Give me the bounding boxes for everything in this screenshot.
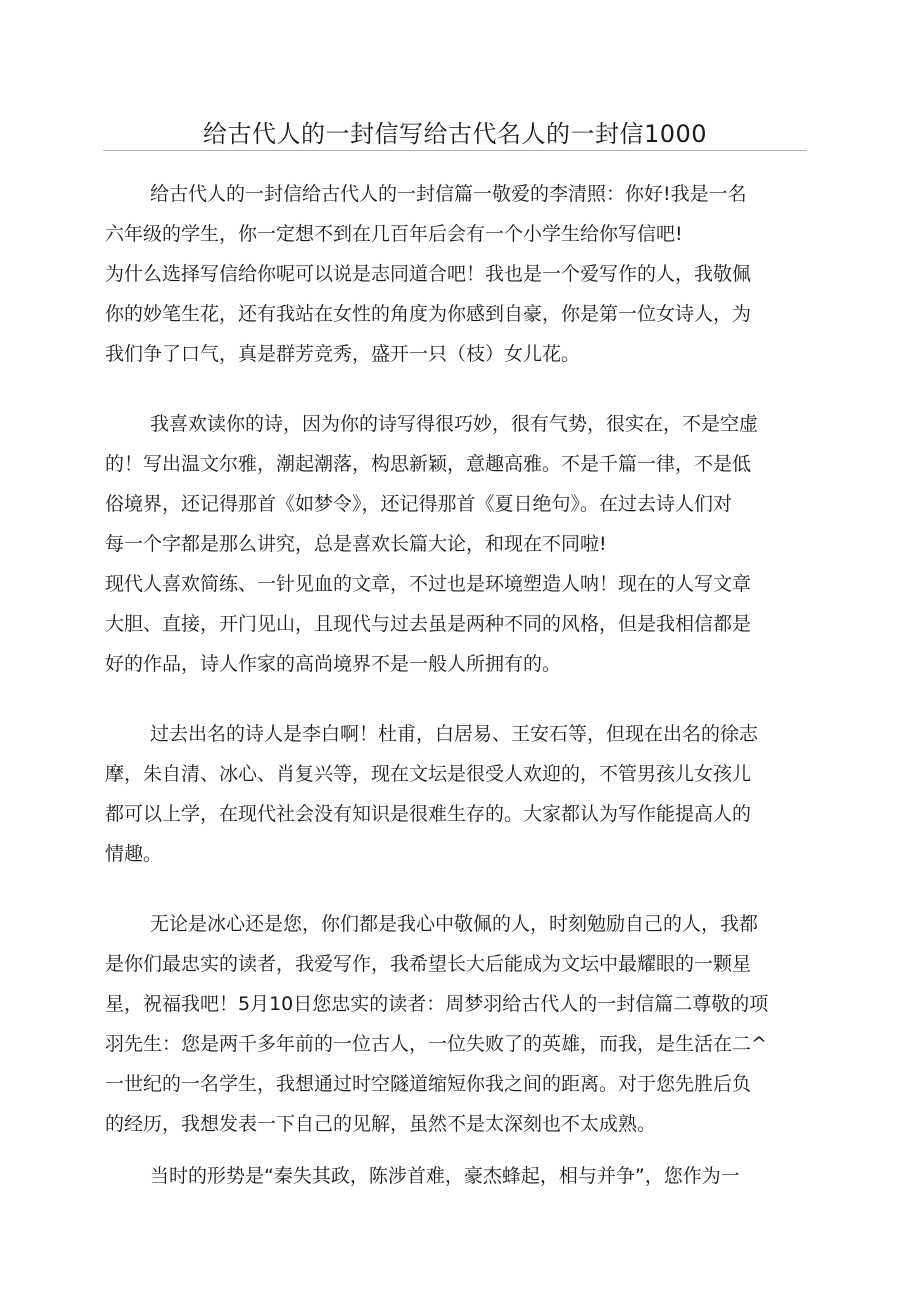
text-line: 过去出名的诗人是李白啊！杜甫，白居易、王安石等，但现在出名的徐志 [150,723,759,745]
text-line: 你的妙笔生花，还有我站在女性的角度为你感到自豪，你是第一位女诗人，为 [105,303,752,325]
text-line: 大胆、直接，开门见山，且现代与过去虽是两种不同的风格，但是我相信都是 [105,613,752,635]
document-body [105,174,805,1196]
text-line: 的经历，我想发表一下自己的见解，虽然不是太深刻也不太成熟。 [105,1113,657,1135]
paragraph-gap [105,684,805,714]
text-line: 好的作品，诗人作家的高尚境界不是一般人所拥有的。 [105,653,562,675]
paragraph-gap [105,874,805,904]
title-divider [103,150,807,151]
text-line: 的！写出温文尔雅，潮起潮落，构思新颖，意趣高雅。不是千篇一律，不是低 [105,453,752,475]
text-line: 我们争了口气，真是群芳竞秀，盛开一只（枝）女儿花。 [105,343,581,365]
paragraph-5 [105,1156,805,1196]
text-line: 都可以上学，在现代社会没有知识是很难生存的。大家都认为写作能提高人的 [105,803,752,825]
text-line: 一世纪的一名学生，我想通过时空隧道缩短你我之间的距离。对于您先胜后负 [105,1073,752,1095]
text-line: 为什么选择写信给你呢可以说是志同道合吧！我也是一个爱写作的人，我敬佩 [105,263,752,285]
text-line: 摩，朱自清、冰心、肖复兴等，现在文坛是很受人欢迎的，不管男孩儿女孩儿 [105,763,752,785]
text-line: 我喜欢读你的诗，因为你的诗写得很巧妙，很有气势，很实在，不是空虚 [150,413,759,435]
text-line: 俗境界，还记得那首《如梦令》，还记得那首《夏日绝句》。在过去诗人们对 [105,493,733,515]
text-line: 每一个字都是那么讲究，总是喜欢长篇大论，和现在不同啦! [105,533,607,555]
text-line: 当时的形势是“秦失其政，陈涉首难，豪杰蜂起，相与并争”，您作为一 [150,1165,740,1187]
paragraph-4 [105,904,805,1144]
paragraph-2 [105,404,805,684]
paragraph-gap [105,374,805,404]
paragraph-1 [105,174,805,374]
text-line: 现代人喜欢简练、一针见血的文章，不过也是环境塑造人呐！现在的人写文章 [105,573,752,595]
text-line: 无论是冰心还是您，你们都是我心中敬佩的人，时刻勉励自己的人，我都 [150,913,759,935]
text-line: 给古代人的一封信给古代人的一封信篇一敬爱的李清照：你好!我是一名 [150,183,747,205]
text-line: 星，祝福我吧！5月10日您忠实的读者：周梦羽给古代人的一封信篇二尊敬的项 [105,993,769,1015]
paragraph-gap [105,1144,805,1156]
text-line: 六年级的学生，你一定想不到在几百年后会有一个小学生给你写信吧! [105,223,683,245]
text-line: 羽先生：您是两千多年前的一位古人，一位失败了的英雄，而我，是生活在二^ [105,1033,767,1055]
document-title: 给古代人的一封信写给古代名人的一封信1000 [202,120,708,148]
text-line: 情趣。 [105,843,163,865]
paragraph-3 [105,714,805,874]
text-line: 是你们最忠实的读者，我爱写作，我希望长大后能成为文坛中最耀眼的一颗星 [105,953,752,975]
